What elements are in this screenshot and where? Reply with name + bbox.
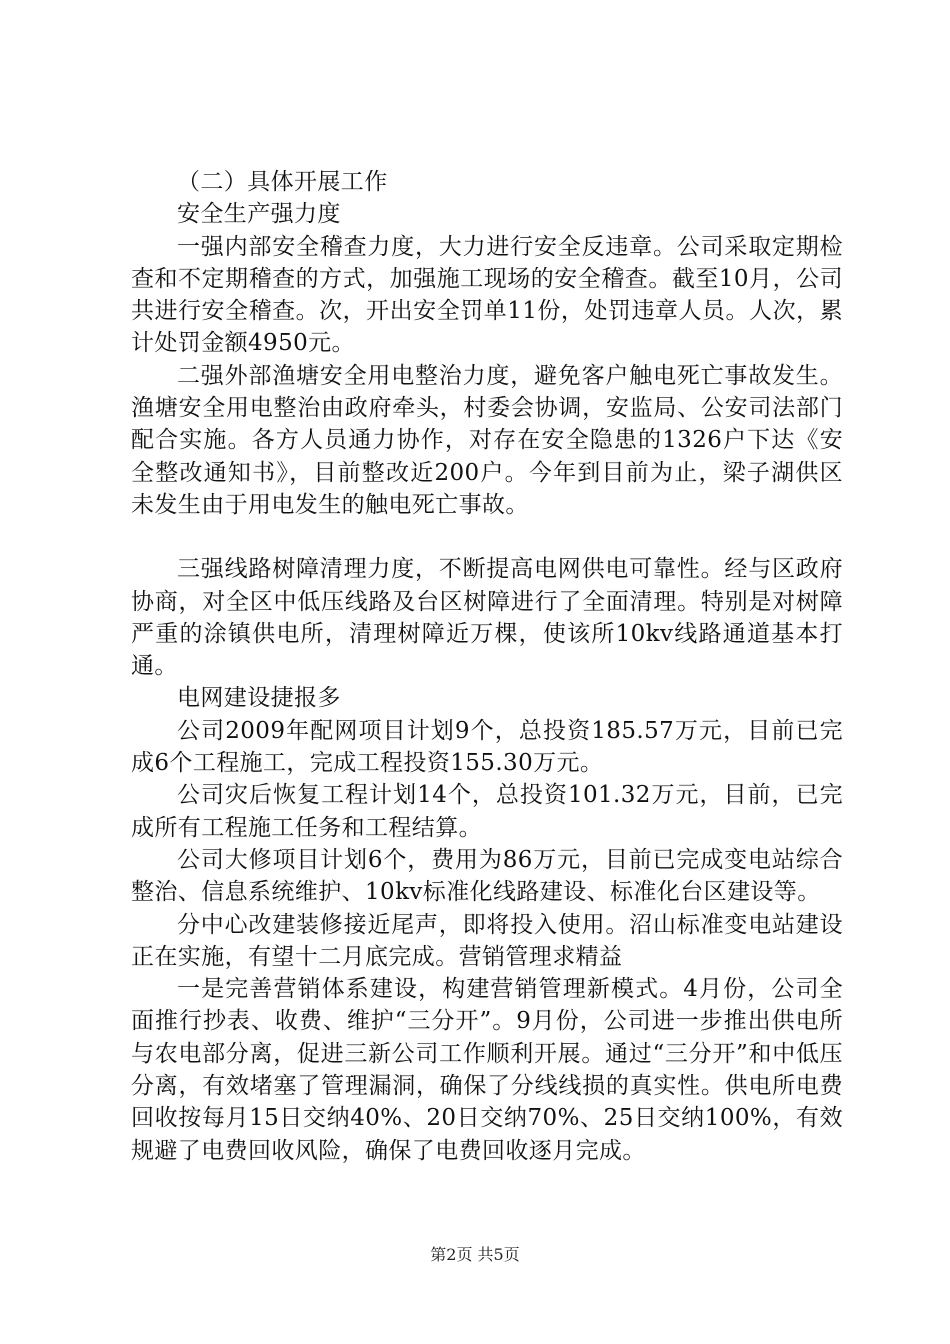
paragraph-center-renovation: 分中心改建装修接近尾声，即将投入使用。沼山标准变电站建设正在实施，有望十二月底完成。营销管理求精益 [131,911,843,970]
paragraph-overhaul-projects: 公司大修项目计划6个，费用为86万元，目前已完成变电站综合整治、信息系统维护、10kv标准化线路建设、标准化台区建设等。 [131,846,843,906]
document-body [131,166,843,1167]
subheading-safety: 安全生产强力度 [177,201,341,228]
paragraph-fishpond-safety: 二强外部渔塘安全用电整治力度，避免客户触电死亡事故发生。渔塘安全用电整治由政府牵头，村委会协调，安监局、公安司法部门配合实施。各方人员通力协作，对存在安全隐患的1326户下达《安全整改通知书》，目前整改近200户。今年到目前为止，梁子湖供区未发生由于用电发生的触电死亡事故。 [131,362,843,518]
paragraph-disaster-recovery: 公司灾后恢复工程计划14个，总投资101.32万元，目前，已完成所有工程施工任务和工程结算。 [131,782,843,841]
paragraph-internal-inspection: 一强内部安全稽查力度，大力进行安全反违章。公司采取定期检查和不定期稽查的方式，加强施工现场的安全稽查。截至10月，公司共进行安全稽查。次，开出安全罚单11份，处罚违章人员。人次，累计处罚金额4950元。 [131,233,843,357]
subheading-grid-construction: 电网建设捷报多 [177,685,341,712]
paragraph-marketing-system: 一是完善营销体系建设，构建营销管理新模式。4月份，公司全面推行抄表、收费、维护“三分开”。9月份，公司进一步推出供电所与农电部分离，促进三新公司工作顺利开展。通过“三分开”和中低压分离，有效堵塞了管理漏洞，确保了分线线损的真实性。供电所电费回收按每月15日交纳40%、20日交纳70%、25日交纳100%，有效规避了电费回收风险，确保了电费回收逐月完成。 [131,976,843,1164]
paragraph-distribution-projects: 公司2009年配网项目计划9个，总投资185.57万元，目前已完成6个工程施工，完成工程投资155.30万元。 [131,717,843,777]
section-heading: （二）具体开展工作 [177,169,388,195]
page-number-footer: 第2页 共5页 [430,1245,520,1264]
paragraph-tree-clearing: 三强线路树障清理力度，不断提高电网供电可靠性。经与区政府协商，对全区中低压线路及台区树障进行了全面清理。特别是对树障严重的涂镇供电所，清理树障近万棵，使该所10kv线路通道基本打通。 [131,556,843,680]
